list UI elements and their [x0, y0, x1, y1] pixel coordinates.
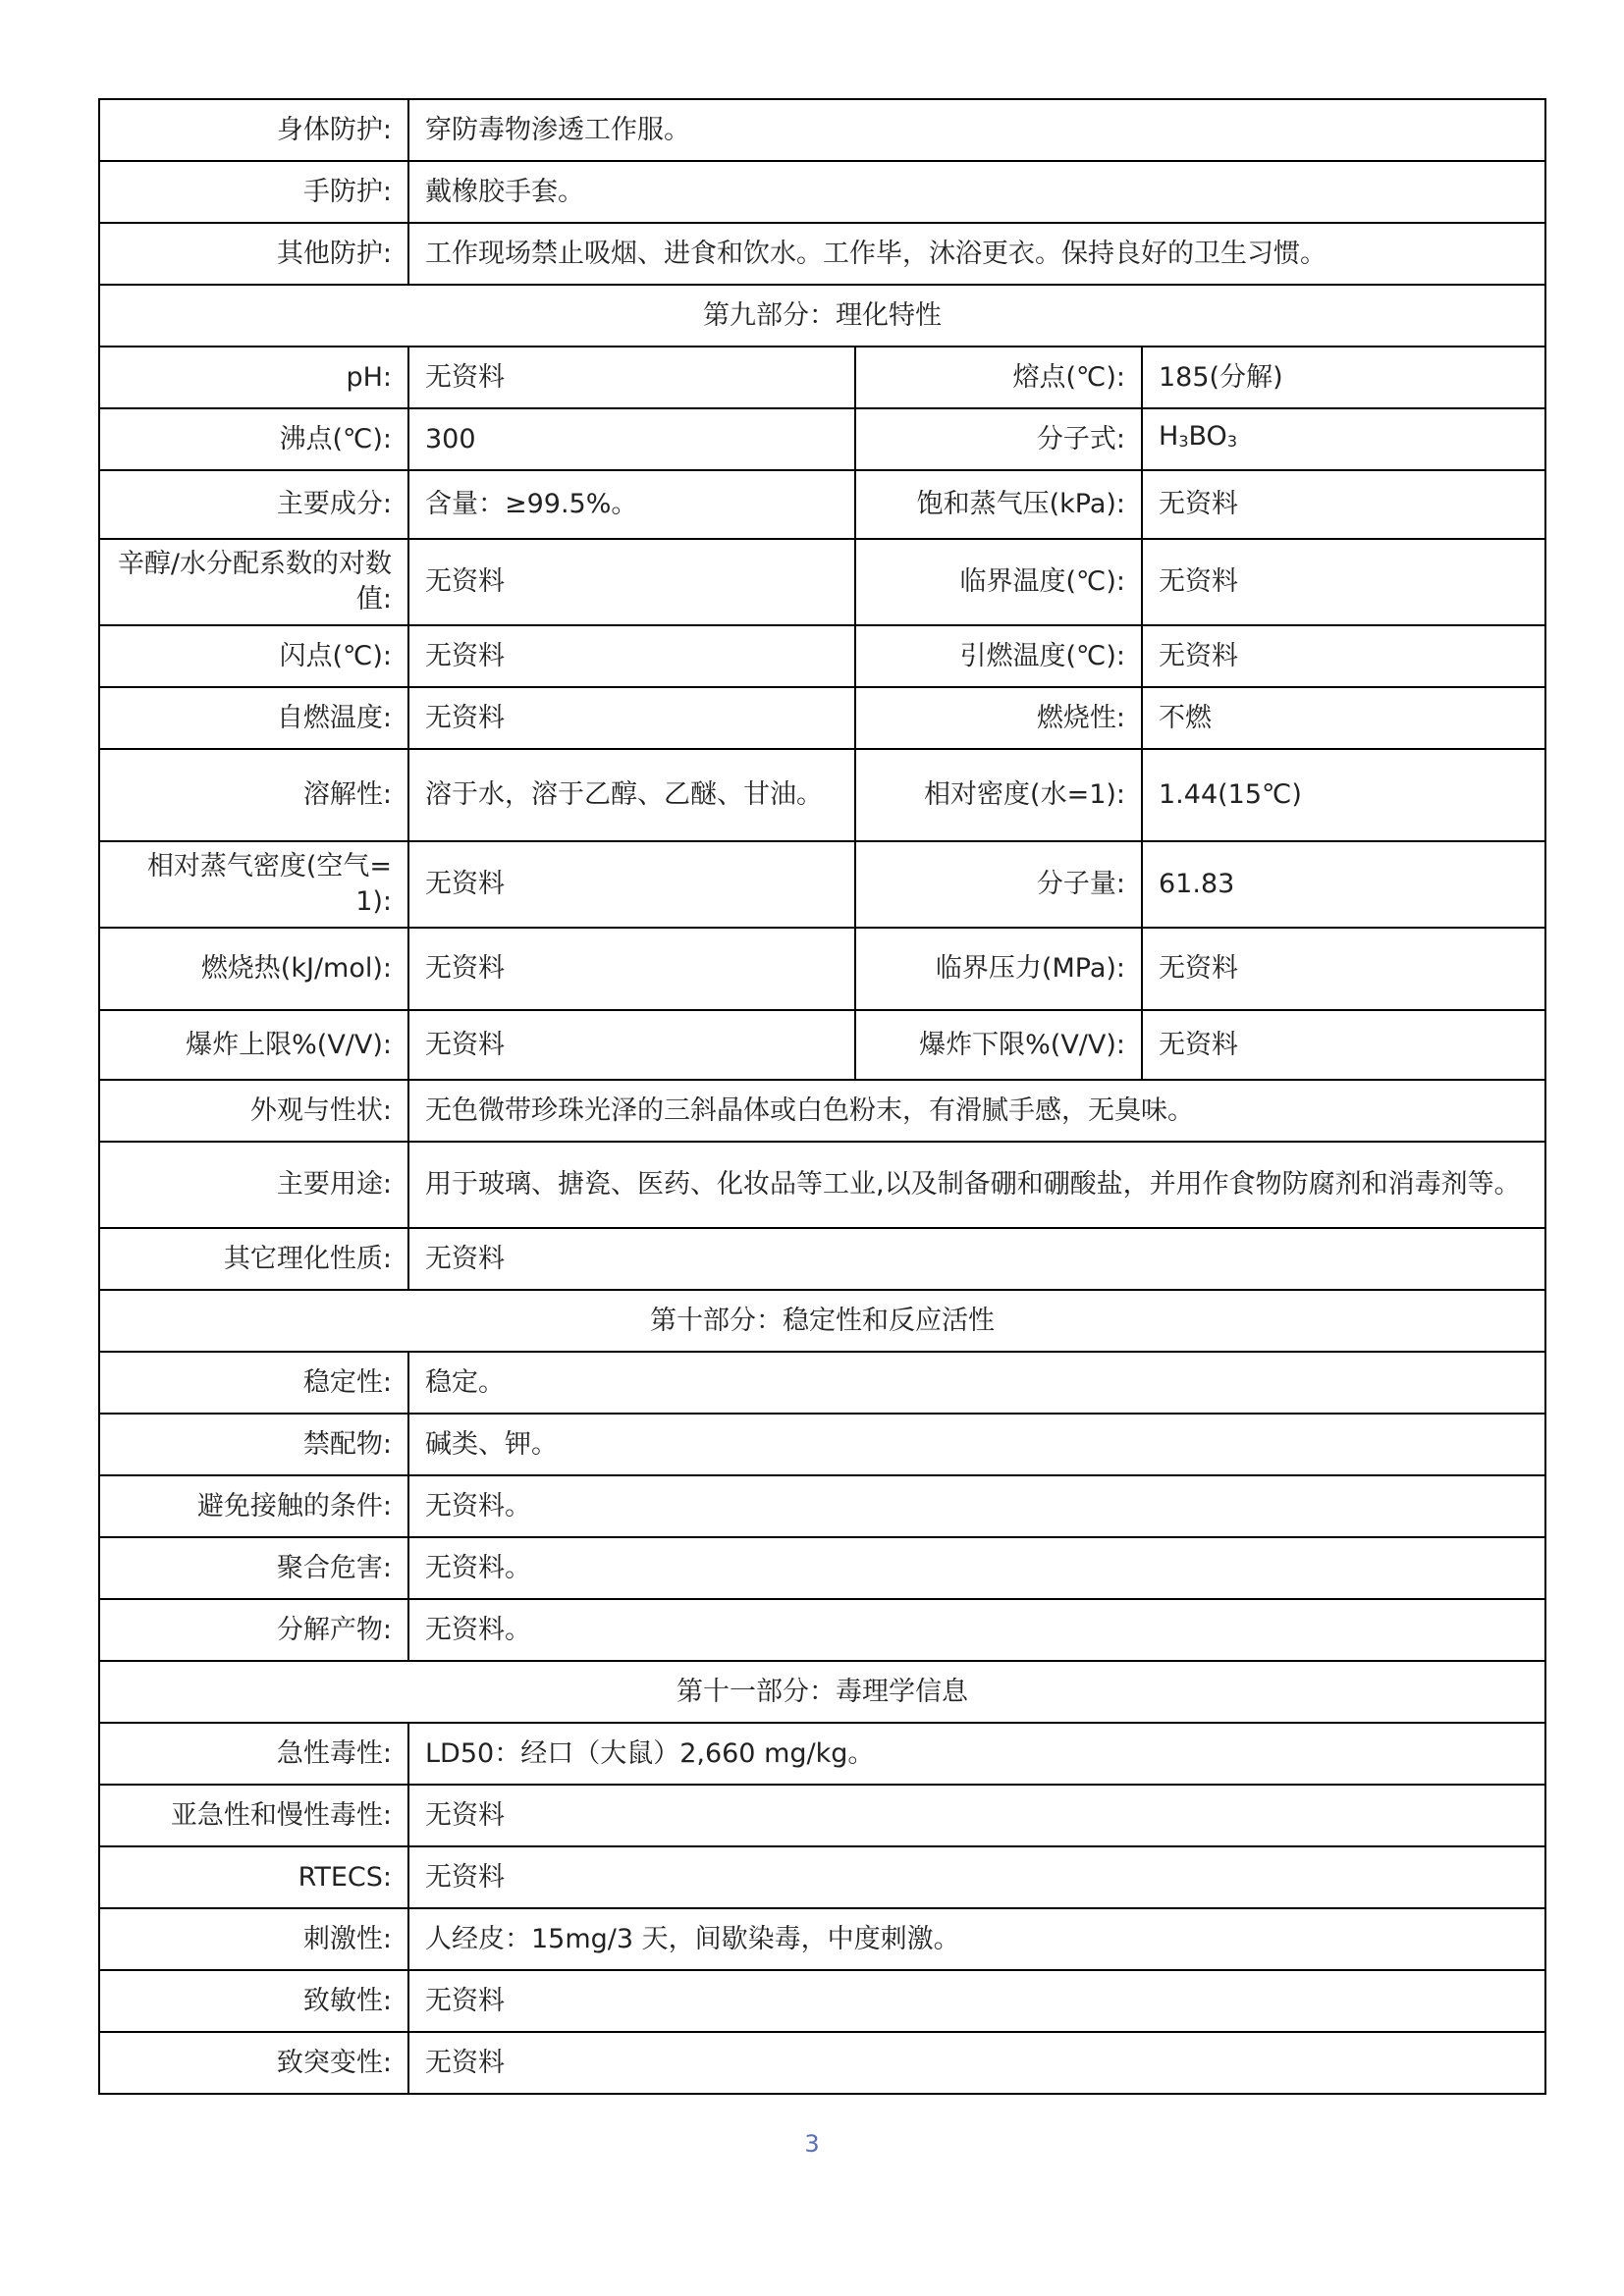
section-title: 第九部分：理化特性 [99, 285, 1545, 347]
table-row [99, 841, 1545, 928]
row-label: 主要成分: [99, 470, 408, 539]
row-value: 无色微带珍珠光泽的三斜晶体或白色粉末，有滑腻手感，无臭味。 [408, 1080, 1545, 1142]
row-label: 致突变性: [99, 2032, 408, 2094]
row-label: 相对密度(水=1): [855, 749, 1142, 841]
table-row [99, 223, 1545, 285]
table-row [99, 1228, 1545, 1290]
table-row [99, 1537, 1545, 1599]
row-value: 无资料 [1142, 1010, 1545, 1080]
row-label: 分子量: [855, 841, 1142, 928]
table-row [99, 1080, 1545, 1142]
row-value: 用于玻璃、搪瓷、医药、化妆品等工业,以及制备硼和硼酸盐，并用作食物防腐剂和消毒剂等。 [408, 1142, 1545, 1228]
row-label: 沸点(℃): [99, 408, 408, 470]
table-row [99, 1599, 1545, 1661]
row-value: 无资料 [408, 1010, 855, 1080]
table-row [99, 1908, 1545, 1970]
row-value: 无资料 [408, 928, 855, 1010]
row-value: 无资料 [1142, 625, 1545, 687]
row-value: 185(分解) [1142, 347, 1545, 408]
row-label: 辛醇/水分配系数的对数值: [99, 539, 408, 625]
table-row [99, 1785, 1545, 1846]
row-value: 无资料 [408, 2032, 1545, 2094]
row-value: 人经皮：15mg/3 天，间歇染毒，中度刺激。 [408, 1908, 1545, 1970]
row-value: 穿防毒物渗透工作服。 [408, 99, 1545, 161]
row-label: 刺激性: [99, 1908, 408, 1970]
section-header-row [99, 285, 1545, 347]
row-label: 亚急性和慢性毒性: [99, 1785, 408, 1846]
row-value: 无资料 [408, 347, 855, 408]
row-label: 禁配物: [99, 1414, 408, 1475]
table-row [99, 687, 1545, 749]
section-title: 第十一部分：毒理学信息 [99, 1661, 1545, 1723]
molecular-formula [1142, 408, 1545, 470]
row-value: 300 [408, 408, 855, 470]
row-label: 爆炸上限%(V/V): [99, 1010, 408, 1080]
row-label: 主要用途: [99, 1142, 408, 1228]
row-label: 其他防护: [99, 223, 408, 285]
table-row [99, 1723, 1545, 1785]
row-value: 无资料 [408, 1970, 1545, 2032]
row-label: 分子式: [855, 408, 1142, 470]
formula-part: H [1159, 421, 1179, 452]
row-label: 避免接触的条件: [99, 1475, 408, 1537]
row-label: 引燃温度(℃): [855, 625, 1142, 687]
row-value: 工作现场禁止吸烟、进食和饮水。工作毕，沐浴更衣。保持良好的卫生习惯。 [408, 223, 1545, 285]
row-value: 无资料 [1142, 928, 1545, 1010]
row-label: pH: [99, 347, 408, 408]
row-label: 临界压力(MPa): [855, 928, 1142, 1010]
row-label: 急性毒性: [99, 1723, 408, 1785]
table-row [99, 1010, 1545, 1080]
row-label: 相对蒸气密度(空气=1): [99, 841, 408, 928]
row-value: 无资料 [408, 1785, 1545, 1846]
row-label: 溶解性: [99, 749, 408, 841]
table-row [99, 749, 1545, 841]
row-value: 无资料 [408, 539, 855, 625]
table-row [99, 1475, 1545, 1537]
row-value: 无资料 [408, 841, 855, 928]
row-value: 无资料 [408, 1228, 1545, 1290]
table-row [99, 928, 1545, 1010]
table-row [99, 347, 1545, 408]
row-value: 1.44(15℃) [1142, 749, 1545, 841]
row-value: 含量：≥99.5%。 [408, 470, 855, 539]
row-value: LD50：经口（大鼠）2,660 mg/kg。 [408, 1723, 1545, 1785]
row-label: 熔点(℃): [855, 347, 1142, 408]
table-row [99, 2032, 1545, 2094]
row-value: 无资料。 [408, 1475, 1545, 1537]
row-label: 其它理化性质: [99, 1228, 408, 1290]
table-row [99, 1142, 1545, 1228]
section-title: 第十部分：稳定性和反应活性 [99, 1290, 1545, 1352]
table-row [99, 470, 1545, 539]
table-row [99, 408, 1545, 470]
row-value: 溶于水，溶于乙醇、乙醚、甘油。 [408, 749, 855, 841]
row-label: 分解产物: [99, 1599, 408, 1661]
section-header-row [99, 1661, 1545, 1723]
table-row [99, 1846, 1545, 1908]
row-value: 无资料 [408, 1846, 1545, 1908]
table-row [99, 161, 1545, 223]
row-label: 闪点(℃): [99, 625, 408, 687]
row-label: 稳定性: [99, 1352, 408, 1414]
table-row [99, 1352, 1545, 1414]
row-value: 碱类、钾。 [408, 1414, 1545, 1475]
row-label: 自燃温度: [99, 687, 408, 749]
formula-part: BO [1188, 421, 1227, 452]
row-label: RTECS: [99, 1846, 408, 1908]
formula-subscript: 3 [1178, 432, 1189, 451]
row-label: 致敏性: [99, 1970, 408, 2032]
row-value: 无资料。 [408, 1599, 1545, 1661]
table-row [99, 1970, 1545, 2032]
row-value: 不燃 [1142, 687, 1545, 749]
row-label: 饱和蒸气压(kPa): [855, 470, 1142, 539]
row-label: 燃烧热(kJ/mol): [99, 928, 408, 1010]
sds-table [98, 98, 1546, 2095]
row-value: 无资料 [1142, 539, 1545, 625]
row-value: 无资料。 [408, 1537, 1545, 1599]
row-value: 稳定。 [408, 1352, 1545, 1414]
section-header-row [99, 1290, 1545, 1352]
formula-subscript: 3 [1226, 432, 1237, 451]
row-value: 戴橡胶手套。 [408, 161, 1545, 223]
row-label: 外观与性状: [99, 1080, 408, 1142]
table-row [99, 625, 1545, 687]
row-value: 无资料 [408, 687, 855, 749]
page-number: 3 [804, 2130, 820, 2158]
table-row [99, 539, 1545, 625]
row-value: 无资料 [1142, 470, 1545, 539]
table-row [99, 1414, 1545, 1475]
row-label: 身体防护: [99, 99, 408, 161]
row-label: 爆炸下限%(V/V): [855, 1010, 1142, 1080]
row-label: 临界温度(℃): [855, 539, 1142, 625]
row-label: 手防护: [99, 161, 408, 223]
row-value: 61.83 [1142, 841, 1545, 928]
table-row [99, 99, 1545, 161]
row-label: 聚合危害: [99, 1537, 408, 1599]
row-label: 燃烧性: [855, 687, 1142, 749]
row-value: 无资料 [408, 625, 855, 687]
